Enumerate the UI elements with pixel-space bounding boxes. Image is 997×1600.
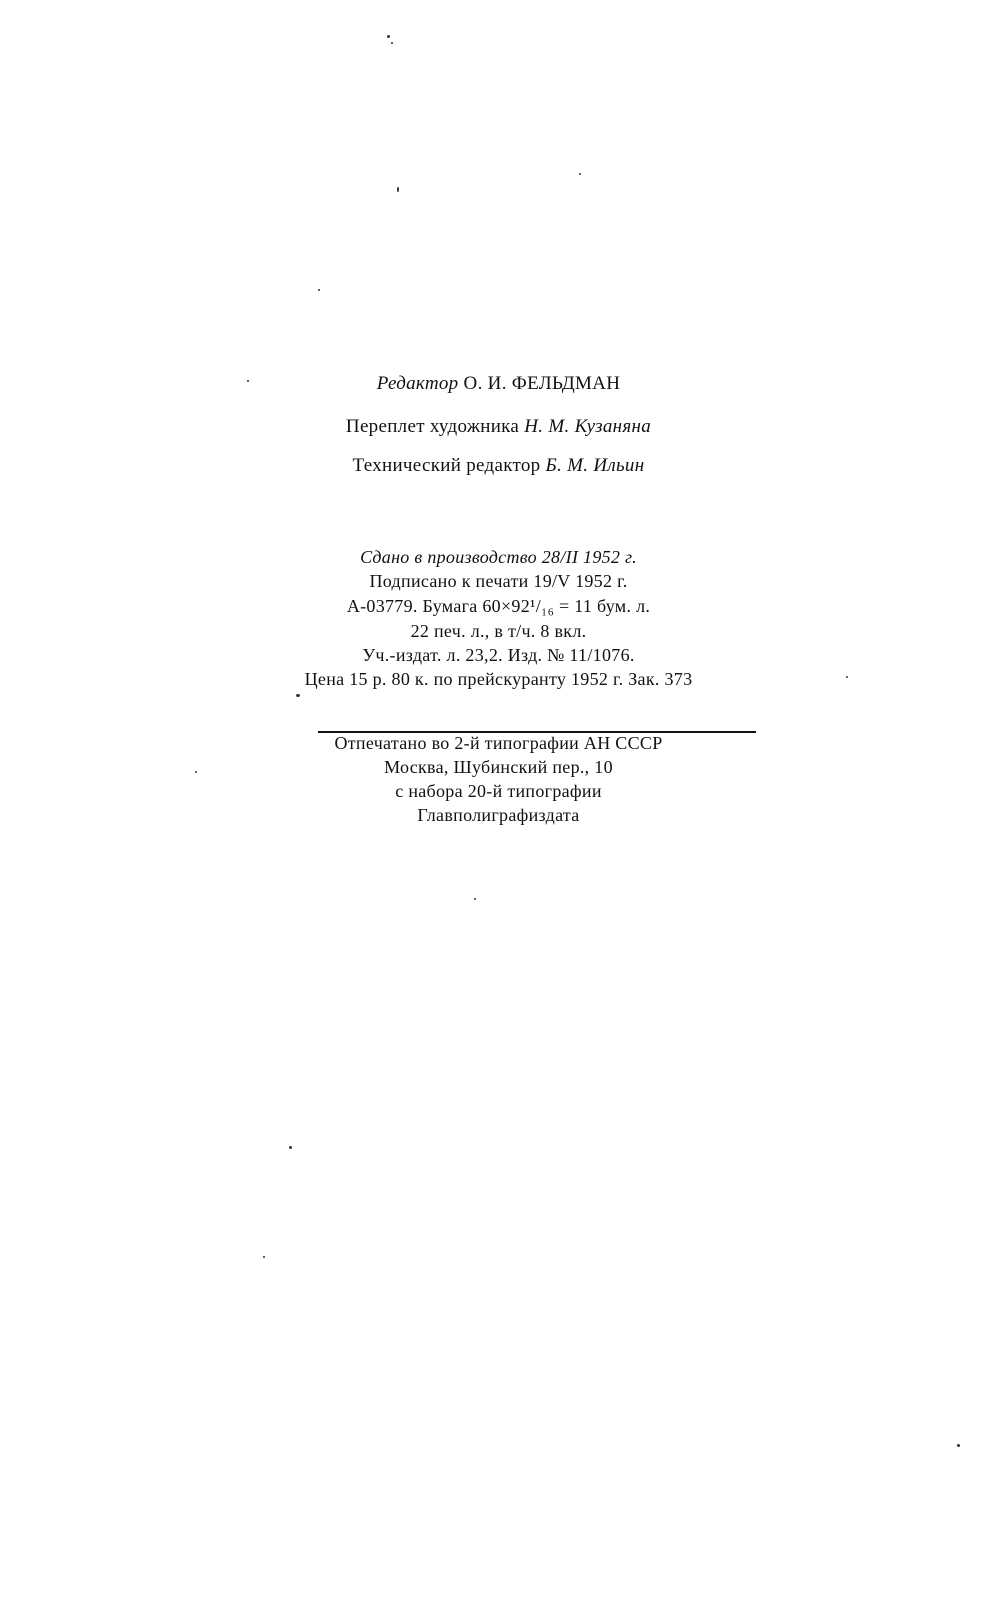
- editor-label: Редактор: [376, 373, 459, 394]
- binding-credit: [0, 416, 997, 438]
- scan-speck: [387, 35, 390, 38]
- binding-label: Переплет художника: [345, 416, 520, 437]
- scan-speck: [289, 1146, 292, 1149]
- scan-speck: [391, 42, 393, 44]
- imprint-production-date: Сдано в производство 28/II 1952 г.: [360, 547, 637, 567]
- scan-speck: [397, 187, 399, 192]
- editor-credit: [0, 373, 997, 395]
- tech-editor-label: Технический редактор: [352, 455, 541, 476]
- binding-artist-name: Н. М. Кузаняна: [524, 416, 652, 437]
- scan-speck: [296, 694, 300, 697]
- printer-line-1: Отпечатано во 2-й типографии АН СССР: [334, 733, 663, 753]
- imprint-paper: А-03779. Бумага 60×92¹/₁₆ = 11 бум. л.: [346, 596, 651, 616]
- printer-line-3: с набора 20-й типографии: [395, 781, 602, 801]
- scan-speck: [247, 380, 249, 382]
- tech-editor-credit: [0, 455, 997, 477]
- scan-speck: [195, 771, 197, 773]
- printer-line-2: Москва, Шубинский пер., 10: [384, 757, 613, 777]
- printer-line-4: Главполиграфиздата: [417, 805, 580, 825]
- scan-speck: [579, 173, 581, 175]
- scan-speck: [474, 898, 476, 900]
- editor-name: О. И. ФЕЛЬДМАН: [463, 373, 621, 394]
- imprint-price: Цена 15 р. 80 к. по прейскуранту 1952 г. Зак. 373: [304, 669, 693, 689]
- imprint-publisher-number: Уч.-издат. л. 23,2. Изд. № 11/1076.: [362, 645, 635, 665]
- imprint-sheets: 22 печ. л., в т/ч. 8 вкл.: [410, 621, 587, 641]
- scan-speck: [957, 1444, 960, 1447]
- scan-speck: [318, 289, 320, 291]
- scan-speck: [846, 676, 848, 678]
- tech-editor-name: Б. М. Ильин: [545, 455, 645, 476]
- imprint-signed-date: Подписано к печати 19/V 1952 г.: [369, 571, 628, 591]
- scan-speck: [263, 1256, 265, 1258]
